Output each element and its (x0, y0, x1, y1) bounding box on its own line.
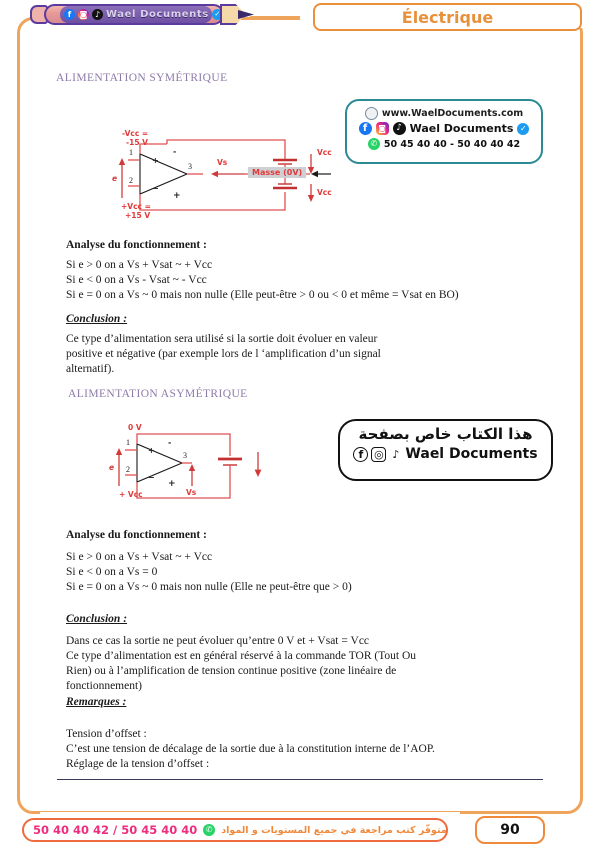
opamp-inverting-sign: + (148, 446, 155, 455)
pencil-tip-lead (238, 10, 254, 19)
pin-label-2: 2 (126, 465, 130, 474)
tiktok-icon: ♪ (92, 9, 103, 20)
chapter-title-box (313, 3, 582, 31)
pencil-label-strip (60, 6, 221, 23)
label-top-0v: 0 V (128, 423, 142, 432)
page-number: 90 (500, 822, 520, 838)
instagram-icon: ◎ (371, 447, 386, 462)
contact-social-row (353, 122, 535, 135)
contact-phones: 50 45 40 40 - 50 40 40 42 (383, 138, 521, 150)
footer-arabic-text: متوفّر كتب مراجعة في جميع المستويات و المواد (221, 824, 447, 836)
opamp-supply-plus-sign: + (168, 479, 176, 489)
analysis-line: Si e < 0 on a Vs - Vsat ~ - Vcc (66, 274, 207, 286)
tiktok-icon: ♪ (393, 122, 406, 135)
verified-icon: ✓ (517, 123, 529, 135)
conclusion-line: fonctionnement) (66, 680, 143, 692)
contact-social-name: Wael Documents (409, 122, 514, 135)
globe-icon (365, 107, 378, 120)
label-bottom-vcc: + Vcc (119, 490, 143, 499)
input-label-e: e (109, 463, 115, 472)
pin-label-1: 1 (126, 438, 130, 447)
circuit-diagram-asymmetric (92, 423, 302, 510)
verified-icon: ✓ (212, 9, 223, 20)
output-label-vs: Vs (217, 158, 228, 167)
whatsapp-icon: ✆ (368, 138, 380, 150)
label-vcc-positive-value: +15 V (125, 211, 151, 220)
conclusion-line: Rien) ou à l’amplification de tension continue positive (zone linéaire de (66, 665, 397, 677)
label-vcc-positive: +Vcc = (121, 202, 151, 211)
facebook-icon: f (353, 447, 368, 462)
opamp-inverting-sign: + (152, 156, 159, 165)
remarks-title: Remarques : (66, 696, 127, 708)
conclusion-line: Ce type d’alimentation sera utilisé si la sortie doit évoluer en valeur (66, 333, 378, 345)
horizontal-rule (57, 779, 543, 780)
output-label-vs: Vs (186, 488, 197, 497)
instagram-icon: ◙ (79, 10, 88, 19)
conclusion-line: alternatif). (66, 363, 115, 375)
brand-name-label: Wael Documents (106, 9, 209, 20)
section-heading-asymmetric: ALIMENTATION ASYMÉTRIQUE (68, 388, 248, 400)
remark-line: C’est une tension de décalage de la sortie due à la constitution interne de l’AOP. (66, 743, 435, 755)
supply-bottom-label-vcc: Vcc (317, 188, 332, 197)
promo-brand-row (340, 446, 551, 462)
pin-label-3: 3 (183, 451, 187, 460)
input-label-e: e (112, 174, 118, 183)
whatsapp-icon: ✆ (203, 824, 215, 836)
promo-brand-name: Wael Documents (405, 446, 538, 462)
conclusion-title-1: Conclusion : (66, 313, 128, 325)
section-heading-symmetric: ALIMENTATION SYMÉTRIQUE (56, 72, 228, 84)
analysis-line: Si e > 0 on a Vs + Vsat ~ + Vcc (66, 551, 213, 563)
label-vcc-negative: -Vcc = (122, 129, 149, 138)
opamp-noninverting-sign: − (152, 184, 159, 193)
facebook-icon: f (359, 122, 372, 135)
analysis-line: Si e = 0 on a Vs ~ 0 mais non nulle (Elle peut-être > 0 ou < 0 et même = Vsat en BO) (66, 289, 459, 301)
contact-website: www.WaelDocuments.com (381, 108, 524, 119)
remark-line: Tension d’offset : (66, 728, 147, 740)
pin-label-3: 3 (188, 162, 192, 171)
conclusion-line: Ce type d’alimentation est en général réservé à la commande TOR (Tout Ou (66, 650, 417, 662)
analysis-title-1: Analyse du fonctionnement : (66, 239, 207, 251)
circuit-diagram-symmetric (95, 129, 345, 228)
remark-line: Réglage de la tension d’offset : (66, 758, 210, 770)
pin-label-1: 1 (129, 148, 133, 157)
analysis-title-2: Analyse du fonctionnement : (66, 529, 207, 541)
page-number-box (475, 816, 545, 844)
analysis-line: Si e = 0 on a Vs ~ 0 mais non nulle (Elle ne peut-être que > 0) (66, 581, 352, 593)
brand-pencil-logo (30, 1, 256, 28)
contact-website-row (353, 107, 535, 120)
contact-card (345, 99, 543, 164)
opamp-supply-plus-sign: + (173, 191, 181, 201)
footer-phones: 50 40 40 42 / 50 45 40 40 (33, 823, 198, 837)
analysis-line: Si e > 0 on a Vs + Vsat ~ + Vcc (66, 259, 213, 271)
promo-box (338, 419, 553, 481)
opamp-supply-minus-sign: - (168, 438, 172, 447)
supply-top-label-vcc: Vcc (317, 148, 332, 157)
contact-phone-row (353, 138, 535, 150)
pin-label-2: 2 (129, 176, 133, 185)
conclusion-line: Dans ce cas la sortie ne peut évoluer qu’entre 0 V et + Vsat = Vcc (66, 635, 370, 647)
ground-label-masse: Masse (0V) (248, 167, 306, 178)
label-vcc-negative-value: -15 V (126, 138, 148, 147)
opamp-noninverting-sign: − (148, 473, 155, 482)
footer-contact-pill (22, 818, 448, 842)
instagram-icon: ◙ (376, 122, 389, 135)
conclusion-line: positive et négative (par exemple lors de l ‘amplification d’un signal (66, 348, 381, 360)
analysis-line: Si e < 0 on a Vs = 0 (66, 566, 158, 578)
opamp-supply-minus-sign: - (173, 147, 177, 156)
promo-arabic-text: هذا الكتاب خاص بصفحة (358, 425, 533, 443)
conclusion-title-2: Conclusion : (66, 613, 128, 625)
facebook-icon: f (64, 9, 75, 20)
page-title: Électrique (401, 7, 494, 27)
tiktok-icon: ♪ (392, 447, 400, 461)
